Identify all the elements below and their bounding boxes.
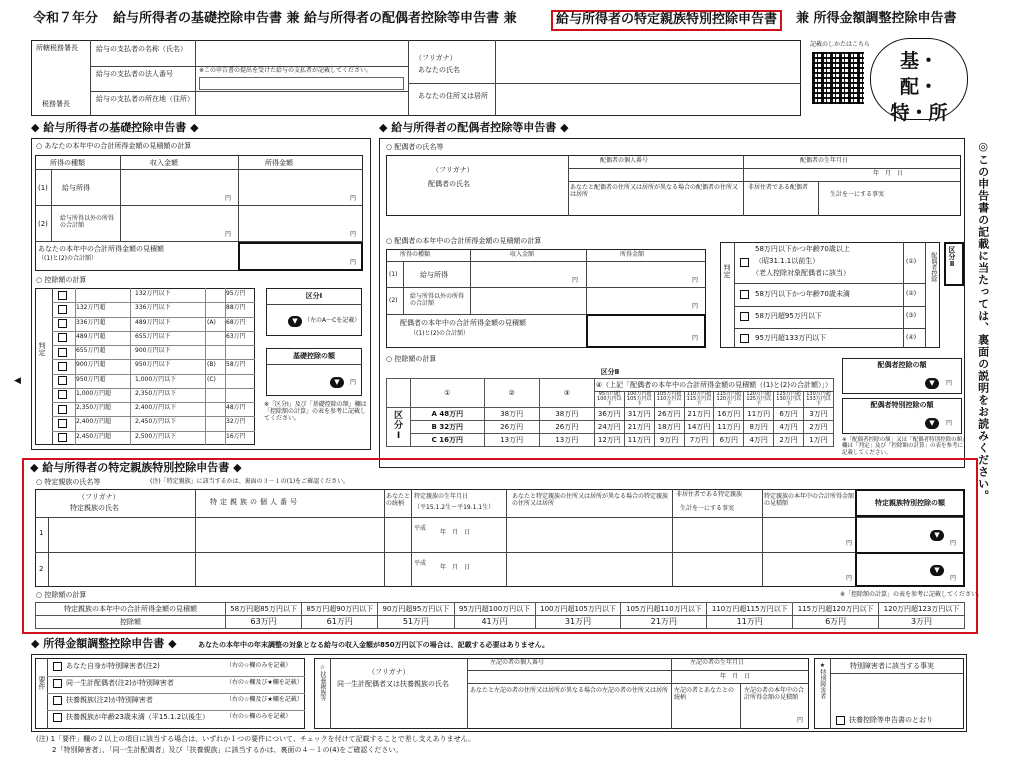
special-calc-title: ○ 控除額の計算 bbox=[36, 591, 87, 599]
adjust-section-title: ◆ 所得金額調整控除申告書 ◆ bbox=[31, 637, 177, 650]
office-bottom: 税務署長 bbox=[42, 100, 70, 108]
basic-row-cell: 2,350万円超 bbox=[76, 404, 112, 412]
adjust-req-note: （右の☆欄及び★欄を記載） bbox=[226, 679, 303, 686]
adjust-req-label: 同一生計配偶者(注2)が特別障害者 bbox=[66, 679, 174, 687]
your-address-field[interactable] bbox=[498, 86, 798, 114]
basic-row-cell: 2,350万円以下 bbox=[135, 389, 177, 397]
payer-number-field[interactable] bbox=[199, 77, 404, 90]
basic-row-cell: 950万円超 bbox=[76, 375, 106, 383]
table-row: 控除額 63万円 61万円 51万円 41万円 31万円 21万円 11万円 6万円 3万円 bbox=[36, 616, 965, 629]
spouse-deduct-table bbox=[386, 378, 834, 447]
basic-row-cell: (B) bbox=[207, 361, 216, 369]
basic-row-checkbox[interactable] bbox=[58, 362, 67, 371]
form-title-a: 給与所得者の基礎控除申告書 兼 給与所得者の配偶者控除等申告書 兼 bbox=[113, 11, 517, 26]
basic-col-amount: 所得金額 bbox=[265, 159, 293, 167]
form-badge-text: 基・配・特・所 bbox=[890, 50, 948, 124]
basic-col-income: 収入金額 bbox=[150, 159, 178, 167]
basic-row2: 給与所得以外の所得の合計額 bbox=[60, 215, 115, 229]
spouse-ded2-dropdown-icon[interactable]: ▼ bbox=[925, 418, 939, 429]
basic-row-cell: 655万円超 bbox=[76, 347, 106, 355]
basic-row-cell: 95万円 bbox=[226, 290, 246, 297]
special-ded1-dropdown-icon[interactable]: ▼ bbox=[930, 530, 944, 541]
special-name1-field[interactable] bbox=[50, 519, 193, 550]
basic-row-checkbox[interactable] bbox=[58, 433, 67, 442]
basic-row-cell: 2,400万円超 bbox=[76, 418, 112, 426]
special-indiv2-field[interactable] bbox=[197, 565, 382, 585]
basic-row-cell: 63万円 bbox=[226, 332, 246, 340]
special-section-title: ◆ 給与所得者の特定親族特別控除申告書 ◆ bbox=[30, 461, 242, 474]
basic-salary-amount-field[interactable] bbox=[240, 171, 361, 203]
adjust-req-label: 扶養親族(注2)が特別障害者 bbox=[66, 696, 153, 704]
your-address-label: あなたの住所又は居所 bbox=[418, 92, 488, 100]
spouse-name-title: ○ 配偶者の氏名等 bbox=[386, 143, 444, 151]
payer-number-label: 給与の支払者の法人番号 bbox=[96, 70, 173, 78]
spouse-same-living: 生計を一にする事実 bbox=[830, 191, 885, 198]
spouse-note: ※「配偶者控除の額」又は「配偶者特別控除の額」欄は「判定」及び「控除額の計算」の表を参考に記載してください。 bbox=[842, 437, 968, 456]
spouse-indiv-field[interactable] bbox=[570, 169, 742, 180]
adjust-note2: 2「特別障害者」、「同一生計配偶者」及び「扶養親族」に該当するかは、裏面の４－１の(4)をご確認ください。 bbox=[52, 746, 403, 754]
basic-row-cell: 48万円 bbox=[226, 404, 246, 412]
furigana-label: （フリガナ） bbox=[415, 54, 457, 62]
table-row: C 16万円 13万円 13万円 12万円 11万円 9万円 7万円 6万円 4万円 2万円 1万円 bbox=[387, 434, 834, 447]
basic-section-title: ◆ 給与所得者の基礎控除申告書 ◆ bbox=[31, 121, 199, 134]
kubun1-title: 区分Ⅰ bbox=[305, 292, 323, 300]
basic-row-cell: 489万円超 bbox=[76, 332, 106, 340]
spouse-deduct-title: ○ 控除額の計算 bbox=[386, 355, 437, 363]
adjust-req-checkbox[interactable] bbox=[53, 679, 62, 688]
basic-total-field[interactable] bbox=[238, 242, 363, 271]
spouse-indiv-label: 配偶者の個人番号 bbox=[600, 157, 649, 164]
basic-row-cell: 2,500万円以下 bbox=[135, 432, 177, 440]
basic-row-cell: 655万円以下 bbox=[135, 332, 171, 340]
basic-row-cell: 900万円超 bbox=[76, 361, 106, 369]
your-name-label: あなたの氏名 bbox=[418, 66, 460, 74]
special-name-note: (注)「特定親族」に該当するかは、裏面の３－１の(1)をご確認ください。 bbox=[150, 478, 350, 485]
spouse-total-field[interactable] bbox=[586, 314, 706, 348]
adjust-note1: (注) 1「要件」欄の２以上の項目に該当する場合は、いずれか１つの要件について、チェックを付けて記載することで差し支えありません。 bbox=[36, 735, 476, 743]
adjust-req-checkbox[interactable] bbox=[53, 696, 62, 705]
adjust-req-checkbox[interactable] bbox=[53, 713, 62, 722]
basic-col-kind: 所得の種類 bbox=[50, 159, 85, 167]
special-indiv1-field[interactable] bbox=[197, 530, 382, 550]
basic-row-checkbox[interactable] bbox=[58, 405, 67, 414]
basic-row-cell: 2,450万円以下 bbox=[135, 418, 177, 426]
basic-row-checkbox[interactable] bbox=[58, 390, 67, 399]
basic-row-cell: 1,000万円超 bbox=[76, 389, 112, 397]
basic-salary-income-field[interactable] bbox=[122, 171, 236, 203]
basic-row-checkbox[interactable] bbox=[58, 305, 67, 314]
spouse-calc-title: ○ 配偶者の本年中の合計所得金額の見積額の計算 bbox=[386, 237, 542, 245]
form-title-highlight: 給与所得者の特定親族特別控除申告書 bbox=[551, 10, 782, 31]
special-name-title: ○ 特定親族の氏名等 bbox=[36, 478, 101, 486]
basic-row-checkbox[interactable] bbox=[58, 348, 67, 357]
basic-row-checkbox[interactable] bbox=[58, 419, 67, 428]
basic-row-cell: 16万円 bbox=[226, 432, 246, 440]
spouse-opt4-checkbox[interactable] bbox=[740, 334, 749, 343]
special-name-label: 特定親族の氏名 bbox=[70, 504, 119, 512]
payer-name-label: 給与の支払者の名称（氏名） bbox=[96, 45, 187, 53]
basic-row-checkbox[interactable] bbox=[58, 291, 67, 300]
basic-row-cell: (C) bbox=[207, 375, 216, 383]
basic-row-cell: 2,450万円超 bbox=[76, 432, 112, 440]
basic-row-cell: 900万円以下 bbox=[135, 347, 171, 355]
spouse-ded1-dropdown-icon[interactable]: ▼ bbox=[925, 378, 939, 389]
table-header-row: 95万円超100万円以下 100万円超105万円以下 105万円超110万円以下 110万円超115万円以下 115万円超120万円以下 120万円超125万円以下 125万円超130万円以下 130万円超133万円以下 bbox=[387, 392, 834, 408]
basic-row-checkbox[interactable] bbox=[58, 376, 67, 385]
adjust-req-note: （右の☆欄のみを記載） bbox=[226, 662, 292, 669]
basic-judge: 判定 bbox=[38, 342, 47, 356]
kiso-title: 基礎控除の額 bbox=[293, 352, 335, 360]
adjust-req-note: （右の☆欄のみを記載） bbox=[226, 713, 292, 720]
table-header-row: ① ② ③ ④（上記「配偶者の本年中の合計所得金額の見積額（(1)と(2)の合計額）」） bbox=[387, 379, 834, 392]
payer-address-field[interactable] bbox=[199, 93, 404, 114]
office-label: 所轄税務署長 bbox=[36, 44, 78, 52]
basic-row1: 給与所得 bbox=[62, 184, 90, 192]
spouse-nonresident: 非居住者である配偶者 bbox=[748, 184, 809, 191]
special-indiv-label: 特定親族の個人番号 bbox=[210, 498, 300, 506]
special-ded2-dropdown-icon[interactable]: ▼ bbox=[930, 565, 944, 576]
adjust-req-label: あなた自身が特別障害者(注2) bbox=[66, 662, 160, 670]
basic-row-cell: 132万円超 bbox=[76, 304, 106, 312]
basic-row-cell: 88万円 bbox=[226, 304, 246, 312]
basic-row-checkbox[interactable] bbox=[58, 333, 67, 342]
spouse-address-diff: あなたと配偶者の住所又は居所が異なる場合の配偶者の住所又は居所 bbox=[570, 184, 739, 198]
basic-row-cell: 336万円以下 bbox=[135, 304, 171, 312]
basic-row-cell: 336万円超 bbox=[76, 318, 106, 326]
basic-row-cell: 2,400万円以下 bbox=[135, 404, 177, 412]
qr-code-icon[interactable] bbox=[812, 52, 864, 104]
basic-note: ※「区分Ⅰ」及び「基礎控除の額」欄は「控除額の計算」の表を参考に記載してください。 bbox=[264, 401, 367, 422]
basic-row-cell: 1,000万円以下 bbox=[135, 375, 177, 383]
spouse-name-label: 配偶者の氏名 bbox=[428, 180, 470, 188]
spouse-opt3-checkbox[interactable] bbox=[740, 312, 749, 321]
kiso-dropdown-icon[interactable]: ▼ bbox=[330, 377, 344, 388]
form-year: 令和７年分 bbox=[33, 11, 99, 26]
adjust-req-label: 扶養親族が年齢23歳未満（平15.1.2以後生） bbox=[66, 713, 210, 721]
special-deduction-title: 特定親族特別控除の額 bbox=[875, 499, 945, 507]
table-row: 特定親族の本年中の合計所得金額の見積額 58万円超85万円以下 85万円超90万円以下 90万円超95万円以下 95万円超100万円以下 100万円超105万円以下 105万円超110万円以下 110万円超115万円以下 115万円超120万円以下 120万円超123万円以下 bbox=[36, 603, 965, 616]
left-arrow-icon: ◀ bbox=[14, 376, 21, 386]
side-instruction: ◎この申告書の記載に当たっては、裏面の説明をお読みください。 bbox=[976, 140, 990, 502]
payer-note: ※この申告書の提出を受けた給与の支払者が記載してください。 bbox=[199, 67, 373, 74]
kubun1-note: （左のA～Cを記載） bbox=[304, 317, 361, 324]
adjust-subtitle: あなたの本年中の年末調整の対象となる給与の収入金額が850万円以下の場合は、記載する必要はありません。 bbox=[198, 641, 550, 649]
basic-other-amount-field[interactable] bbox=[240, 207, 361, 239]
your-name-field[interactable] bbox=[498, 43, 798, 81]
form-title-b: 兼 所得金額調整控除申告書 bbox=[796, 11, 957, 26]
adjust-indiv-field[interactable] bbox=[469, 672, 669, 682]
special-calc-table bbox=[35, 602, 965, 629]
spouse-section-title: ◆ 給与所得者の配偶者控除等申告書 ◆ bbox=[379, 121, 569, 134]
table-row: 区 分 Ⅰ A 48万円 38万円 38万円 36万円 31万円 26万円 21万円 16万円 11万円 6万円 3万円 bbox=[387, 408, 834, 421]
spouse-birth-label: 配偶者の生年月日 bbox=[800, 157, 849, 164]
special-name2-field[interactable] bbox=[50, 554, 193, 585]
adjust-req-checkbox[interactable] bbox=[53, 662, 62, 671]
adjust-same-checkbox[interactable] bbox=[836, 716, 845, 725]
basic-total-label: あなたの本年中の合計所得金額の見積額 bbox=[38, 245, 164, 253]
payer-name-field[interactable] bbox=[199, 43, 404, 64]
qr-caption: 記載のしかたはこちら bbox=[810, 41, 871, 48]
basic-calc-title: ○ あなたの本年中の合計所得金額の見積額の計算 bbox=[36, 142, 192, 150]
basic-row-cell: 58万円 bbox=[226, 361, 246, 369]
basic-deduct-title: ○ 控除額の計算 bbox=[36, 276, 87, 284]
basic-row-cell: 68万円 bbox=[226, 318, 246, 326]
basic-row-cell: 489万円以下 bbox=[135, 318, 171, 326]
basic-row-checkbox[interactable] bbox=[58, 319, 67, 328]
kubun1-dropdown-icon[interactable]: ▼ bbox=[288, 316, 302, 327]
spouse-opt2-checkbox[interactable] bbox=[740, 290, 749, 299]
basic-row-cell: 132万円以下 bbox=[135, 290, 171, 297]
adjust-req-note: （右の☆欄及び★欄を記載） bbox=[226, 696, 303, 703]
basic-row-cell: 950万円以下 bbox=[135, 361, 171, 369]
table-row: B 32万円 26万円 26万円 24万円 21万円 18万円 14万円 11万円 8万円 4万円 2万円 bbox=[387, 421, 834, 434]
payer-address-label: 給与の支払者の所在地（住所） bbox=[96, 95, 194, 103]
spouse-opt1-checkbox[interactable] bbox=[740, 258, 749, 267]
adjust-name-label: 同一生計配偶者又は扶養親族の氏名 bbox=[337, 680, 449, 688]
basic-row-cell: 32万円 bbox=[226, 418, 246, 426]
spouse-total-label: 配偶者の本年中の合計所得金額の見積額 bbox=[400, 319, 526, 327]
basic-row-cell: (A) bbox=[207, 318, 216, 326]
